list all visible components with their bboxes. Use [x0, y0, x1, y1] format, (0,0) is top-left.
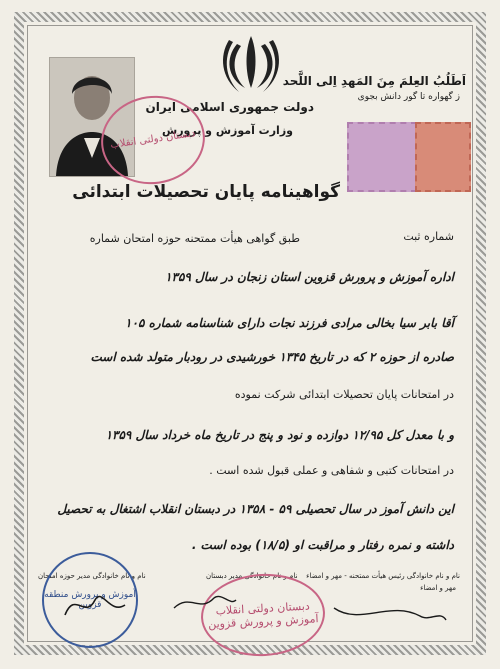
ministry-name: وزارت آموزش و پرورش — [162, 124, 293, 137]
revenue-stamp-purple — [347, 122, 417, 192]
body-line-9: داشته و نمره رفتار و مراقبت او (۱۸/۵) بوده است . — [191, 538, 454, 552]
state-name: دولت جمهوری اسلامی ایران — [145, 100, 314, 114]
body-line-1: طبق گواهی هیأت ممتحنه حوزه امتحان شماره — [89, 232, 300, 245]
page-title: گواهینامه پایان تحصیلات ابتدائی — [72, 182, 340, 202]
body-line-6: و با معدل کل ۱۲/۹۵ دوازده و نود و پنج در تاریخ ماه خرداد سال ۱۳۵۹ — [105, 428, 454, 442]
registration-number-label: شماره ثبت — [403, 230, 454, 243]
signature-left — [60, 585, 130, 625]
photo-seal: دبستان دولتی انقلاب — [95, 89, 210, 191]
iran-emblem-icon — [219, 30, 283, 96]
invocation-text: اَطَلُبُ العِلمَ مِنَ المَهدِ اِلی اللَّحد — [282, 74, 466, 88]
body-line-5: در امتحانات پایان تحصیلات ابتدائی شرکت نموده — [234, 388, 454, 401]
signature-caption-left: نام و نام خانوادگی مدیر حوزه امتحان — [38, 572, 146, 580]
body-line-2: اداره آموزش و پرورش قزوین استان زنجان در سال ۱۳۵۹ — [165, 270, 454, 284]
body-line-4: صادره از حوزه ۲ که در تاریخ ۱۳۴۵ خورشیدی در رودبار متولد شده است — [90, 350, 454, 364]
body-line-3: آقا بابر سیا بخالی مرادی فرزند نجات دارای شناسنامه شماره ۱۰۵ — [125, 316, 454, 330]
revenue-stamp-red — [415, 122, 471, 192]
signature-caption-mid-left: نام و نام خانوادگی مدیر دبستان — [206, 572, 298, 580]
signature-caption-mid-right: نام و نام خانوادگی رئیس هیأت ممتحنه - مهر و امضاء — [306, 572, 460, 580]
school-seal-subtext: آموزش و پرورش قزوین — [207, 612, 319, 631]
school-seal-text: دبستان دولتی انقلاب — [215, 599, 311, 618]
signature-caption-right: مهر و امضاء — [420, 584, 456, 592]
signature-right — [330, 596, 450, 630]
blue-seal: آموزش و پرورش منطقه قزوین — [42, 552, 138, 648]
signature-mid — [170, 588, 240, 618]
body-line-7: در امتحانات کتبی و شفاهی و عملی قبول شده است . — [209, 464, 454, 477]
right-note: ز گهواره تا گور دانش بجوی — [357, 92, 460, 102]
body-line-8: این دانش آموز در سال تحصیلی ۵۹ - ۱۳۵۸ در دبستان انقلاب اشتغال به تحصیل — [57, 502, 454, 516]
